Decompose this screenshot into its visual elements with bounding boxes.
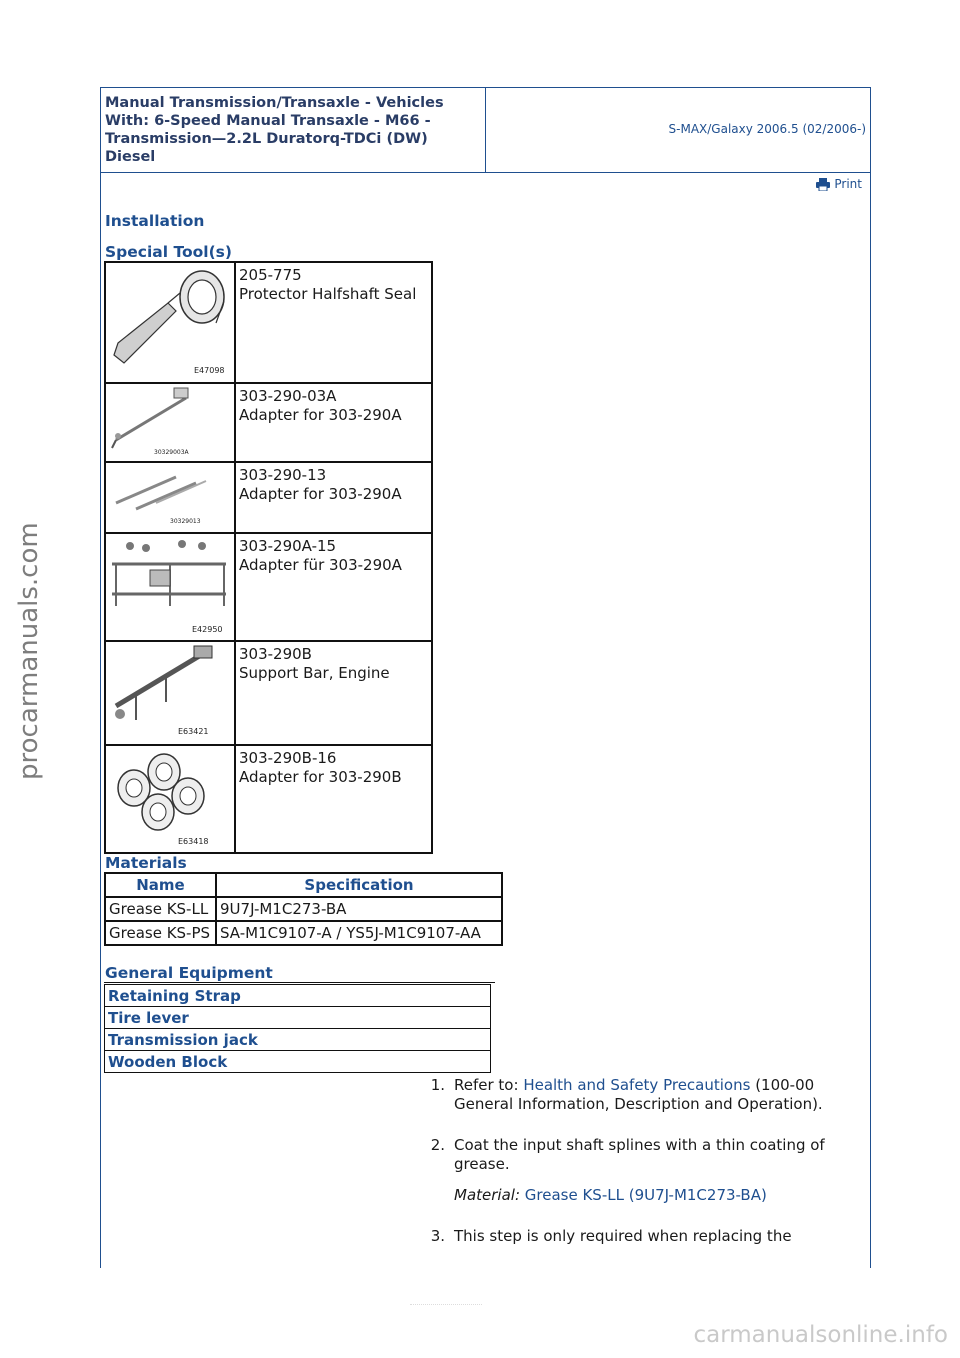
step-1 [411,1076,861,1114]
tool-number: 303-290A-15 [239,537,337,555]
tool-number: 205-775 [239,266,302,284]
printer-icon [816,178,830,191]
tool-image-adapter-13 [105,462,235,533]
print-label[interactable]: Print [834,177,862,191]
procedure-steps [411,1076,861,1268]
tool-description: Adapter für 303-290A [239,556,402,574]
document-header [101,88,870,173]
tool-text [235,641,432,745]
svg-text:30329013: 30329013 [170,518,201,525]
tool-row [105,262,432,383]
material-spec: SA-M1C9107-A / YS5J-M1C9107-AA [216,921,502,945]
header-divider [485,88,486,172]
column-header-specification: Specification [216,873,502,897]
tool-row [105,462,432,533]
step-number: 3. [430,1227,445,1245]
watermark-text: procarmanuals.com [14,522,44,780]
page-number-faint [410,1304,482,1309]
materials-table [104,872,503,946]
step-3 [411,1227,861,1246]
tool-image-support-bar [105,641,235,745]
tool-description: Adapter for 303-290B [239,768,402,786]
svg-text:E63418: E63418 [178,837,209,846]
table-row [105,1051,491,1073]
step-text: Coat the input shaft splines with a thin coating of grease. Material: Grease KS-LL (9U7J-M1C273-BA) [454,1136,861,1205]
svg-text:30329003A: 30329003A [154,449,189,456]
divider [104,982,495,983]
tool-number: 303-290B-16 [239,749,337,767]
material-name: Grease KS-LL [105,897,216,921]
tool-description: Support Bar, Engine [239,664,390,682]
tool-text [235,745,432,853]
tool-description: Adapter for 303-290A [239,406,402,424]
material-line: Material: Grease KS-LL (9U7J-M1C273-BA) [454,1186,767,1204]
tool-image-adapter-15 [105,533,235,641]
tool-text [235,262,432,383]
general-equipment-heading: General Equipment [105,964,273,982]
tool-number: 303-290B [239,645,312,663]
svg-text:E42950: E42950 [192,625,223,634]
table-row [105,1007,491,1029]
vehicle-model: S-MAX/Galaxy 2006.5 (02/2006-) [668,122,866,136]
equipment-item: Retaining Strap [105,985,491,1007]
materials-heading: Materials [105,854,187,872]
special-tools-table [104,261,433,854]
tool-row [105,533,432,641]
tool-number: 303-290-03A [239,387,337,405]
special-tools-heading: Special Tool(s) [105,243,232,261]
tool-row [105,745,432,853]
equipment-item: Tire lever [105,1007,491,1029]
step-number: 1. [430,1076,445,1094]
table-row [105,1029,491,1051]
material-spec: 9U7J-M1C273-BA [216,897,502,921]
tool-image-seal-protector [105,262,235,383]
tool-text [235,533,432,641]
tool-image-adapter-16 [105,745,235,853]
section-title: Installation [105,212,205,230]
material-link[interactable]: Grease KS-LL (9U7J-M1C273-BA) [524,1186,767,1204]
health-safety-link[interactable]: Health and Safety Precautions [523,1076,751,1094]
print-button[interactable] [816,177,862,191]
tool-text [235,462,432,533]
tool-description: Adapter for 303-290A [239,485,402,503]
tool-description: Protector Halfshaft Seal [239,285,417,303]
svg-text:E63421: E63421 [178,727,209,736]
table-row [105,985,491,1007]
table-row [105,921,502,945]
tool-row [105,641,432,745]
tool-text [235,383,432,462]
column-header-name: Name [105,873,216,897]
step-2 [411,1136,861,1205]
general-equipment-table [104,984,491,1073]
tool-number: 303-290-13 [239,466,327,484]
svg-text:E47098: E47098 [194,366,225,375]
table-row [105,897,502,921]
step-text: Refer to: Health and Safety Precautions (100-00 General Information, Description and Operation). [454,1076,823,1113]
footer-watermark: carmanualsonline.info [693,1322,948,1348]
material-name: Grease KS-PS [105,921,216,945]
step-number: 2. [430,1136,445,1154]
page-frame [100,87,871,1268]
equipment-item: Transmission jack [105,1029,491,1051]
equipment-item: Wooden Block [105,1051,491,1073]
step-text: This step is only required when replacing the [454,1227,792,1245]
table-header-row [105,873,502,897]
document-title: Manual Transmission/Transaxle - Vehicles With: 6-Speed Manual Transaxle - M66 - Transmission—2.2L Duratorq-TDCi (DW) Diesel [105,95,444,165]
tool-image-adapter-03a [105,383,235,462]
tool-row [105,383,432,462]
